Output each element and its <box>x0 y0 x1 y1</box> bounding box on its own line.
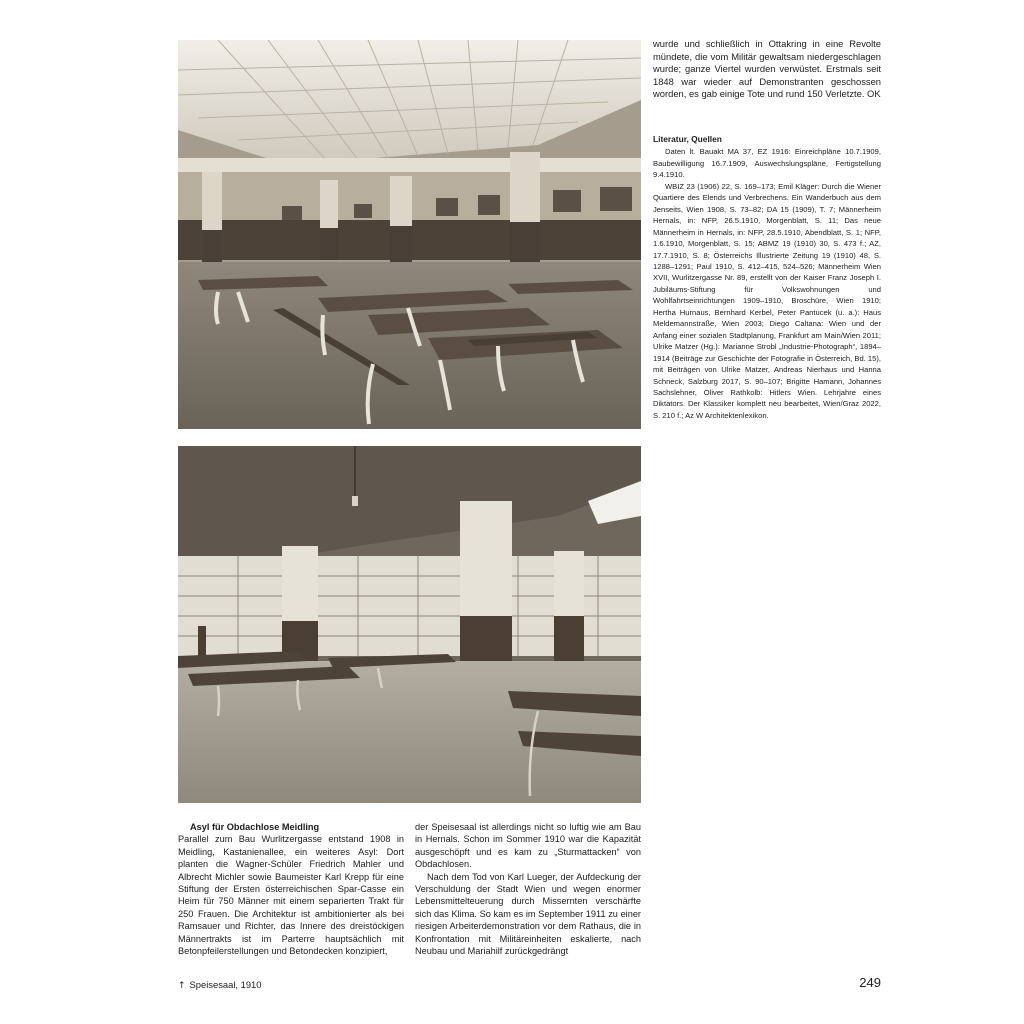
arrow-up-icon: ↑ <box>178 981 186 991</box>
dining-hall-illustration <box>178 40 641 429</box>
body-text-column-left <box>178 821 404 957</box>
author-signature: OK <box>867 88 881 100</box>
body-paragraph: der Speisesaal ist allerdings nicht so luftig wie am Bau in Hernals. Schon im Sommer 1910 war die Kapazität ausgeschöpft und es kam zu „Sturmattacken“ von Obdachlosen. <box>415 822 641 870</box>
literature-paragraph: Daten lt. Bauakt MA 37, EZ 1916: Einreichpläne 10.7.1909, Baubewilligung 16.7.1909, Auswechslungspläne, Fertigstellung 9.4.1910. <box>653 147 881 180</box>
literature-sources-column <box>653 134 881 421</box>
body-text-column-right <box>415 821 641 957</box>
literature-paragraph: WBIZ 23 (1906) 22, S. 169–173; Emil Kläger: Durch die Wiener Quartiere des Elends und Verbrechens. Ein Wanderbuch aus dem Jenseits, Wien 1908, S. 73–82; DA 15 (1909), T. 7; Männerheim Hernals, in: NFP, 26.5.1910, Morgenblatt, S. 11; Das neue Männerheim in Hernals, in: NFP, 28.5.1910, Abendblatt, S. 1; NFP, 1.6.1910, Morgenblatt, S. 15; ABMZ 19 (1910) 30, S. 473 f.; AZ, 17.7.1910, S. 8; Österreichs Illustrierte Zeitung 19 (1910) 48, S. 1288–1291; Paul 1910, S. 412–415, 524–526; Männerheim Wien XVII, Wurlitzergasse Nr. 89, erstellt von der Kaiser Franz Joseph I. Jubiläums-Stiftung für Volkswohnungen und Wohlfahrtseinrichtungen 1909–1910, Broschüre, Wien 1910; Hertha Hurnaus, Bernhard Kerbel, Peter Pantucek (u. a.): Haus Meldemannstraße, Wien 2003; Diego Caltana: Wien und der Anfang einer sozialen Stadtplanung, Frankfurt am Main/Wien 2011; Ulrike Matzer (Hg.): Marianne Strobl „Industrie-Photograph“, 1894–1914 (Beiträge zur Geschichte der Fotografie in Österreich, Bd. 15), mit Beiträgen von Ulrike Matzer, Andreas Nierhaus und Hanna Schneck, Salzburg 2017, S. 90–107; Brigitte Hamann, Johannes Sachslehner, Oliver Rathkolb: Hitlers Wien. Lehrjahre eines Diktators. Der Klassiker komplett neu bearbeitet, Wien/Graz 2022, S. 210 f.; Az W Architektenlexikon. <box>653 181 881 420</box>
body-paragraph: Parallel zum Bau Wurlitzergasse entstand 1908 in Meidling, Kastanienallee, ein weiteres Asyl: Dort planten die Wagner-Schüler Friedrich Mahler und Albrecht Michler sowie Baumeister Karl Krepp für eine Stiftung der Ersten österreichischen Spar-Casse ein Heim für 750 Männer mit einem separierten Trakt für 250 Frauen. Die Architektur ist ambitionierter als bei Ramsauer und Richter, das Innere des dreistöckigen Männertrakts ist im Parterre hauptsächlich mit Betonpfeilerstellungen und Betondecken konzipiert, <box>178 834 404 957</box>
dining-hall-illustration <box>178 446 641 803</box>
photo-caption <box>178 979 261 991</box>
body-paragraph: Nach dem Tod von Karl Lueger, der Aufdeckung der Verschuldung der Stadt Wien und wegen enormer Lebensmittelteuerung durch Missernten verschärfte sich das Klima. So kam es im September 1911 zu einer riesigen Arbeiterdemonstration vor dem Rathaus, die in Konfrontation mit Militäreinheiten eskalierte, nach Neubau und Mariahilf zurückgedrängt <box>415 871 641 957</box>
intro-paragraph: wurde und schließlich in Ottakring in eine Revolte mündete, die vom Militär gewaltsam niedergeschlagen wurde; ganze Viertel wurden verwüstet. Erstmals seit 1848 war wieder auf Demonstranten geschossen worden, es gab einige Tote und rund 150 Verletzte. <box>653 38 881 100</box>
intro-text-column <box>653 38 881 101</box>
caption-text: Speisesaal, 1910 <box>189 979 262 990</box>
literature-heading: Literatur, Quellen <box>653 134 722 144</box>
section-heading: Asyl für Obdachlose Meidling <box>190 822 320 832</box>
page-number: 249 <box>859 975 881 990</box>
dining-hall-photo-bottom <box>178 446 641 803</box>
dining-hall-photo-top <box>178 40 641 429</box>
